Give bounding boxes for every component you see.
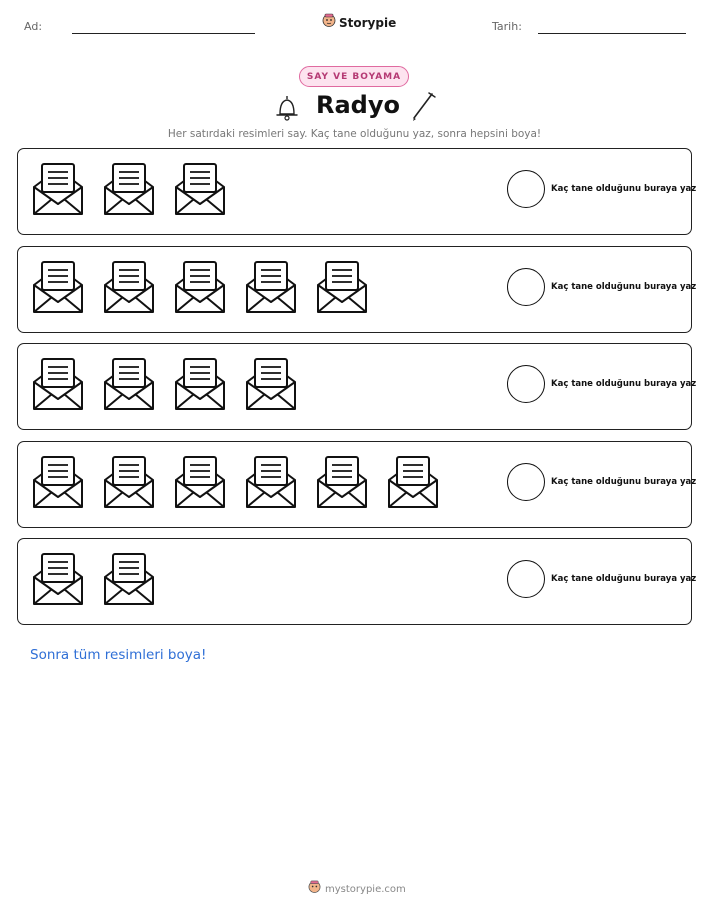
- answer-label: Kaç tane olduğunu buraya yaz: [551, 379, 697, 389]
- answer-label: Kaç tane olduğunu buraya yaz: [551, 574, 697, 584]
- name-line[interactable]: [72, 33, 255, 34]
- envelope-icon[interactable]: [172, 161, 228, 217]
- answer-label: Kaç tane olduğunu buraya yaz: [551, 476, 697, 487]
- instruction-text: Her satırdaki resimleri say. Kaç tane olduğunu yaz, sonra hepsini boya!: [167, 128, 542, 140]
- footer-url: mystorypie.com: [325, 883, 406, 895]
- pencil-icon: [410, 90, 438, 127]
- storypie-mascot-icon: [308, 880, 321, 898]
- answer-circle[interactable]: [507, 268, 545, 306]
- envelope-icon[interactable]: [30, 161, 86, 217]
- brand-logo: [322, 13, 396, 32]
- answer-circle[interactable]: [507, 170, 545, 208]
- envelope-icon[interactable]: [101, 454, 157, 510]
- answer-circle[interactable]: [507, 560, 545, 598]
- envelope-icon[interactable]: [101, 259, 157, 315]
- counting-row: [17, 538, 697, 625]
- envelope-icon[interactable]: [172, 259, 228, 315]
- answer-label: Kaç tane olduğunu buraya yaz: [551, 281, 697, 292]
- counting-row: [17, 246, 697, 333]
- date-line[interactable]: [538, 33, 686, 34]
- envelope-icon[interactable]: [30, 551, 86, 607]
- bell-icon: [272, 92, 302, 127]
- envelope-icon[interactable]: [101, 356, 157, 412]
- name-label: Ad:: [24, 20, 43, 33]
- answer-label: Kaç tane olduğunu buraya yaz: [551, 184, 697, 194]
- envelope-icon[interactable]: [243, 259, 299, 315]
- counting-row: [17, 441, 697, 528]
- title-row: [0, 88, 709, 124]
- page-title: Radyo: [316, 91, 400, 119]
- envelope-icon[interactable]: [172, 356, 228, 412]
- envelope-icon[interactable]: [314, 259, 370, 315]
- envelope-icon[interactable]: [101, 551, 157, 607]
- storypie-mascot-icon: [322, 13, 336, 32]
- coloring-note: Sonra tüm resimleri boya!: [30, 647, 207, 663]
- footer-brand: [308, 880, 406, 898]
- answer-circle[interactable]: [507, 463, 545, 501]
- counting-row: [17, 343, 697, 430]
- activity-badge: SAY VE BOYAMA: [299, 66, 409, 87]
- brand-name: Storypie: [339, 15, 397, 30]
- envelope-icon[interactable]: [172, 454, 228, 510]
- envelope-icon[interactable]: [314, 454, 370, 510]
- envelope-icon[interactable]: [101, 161, 157, 217]
- counting-row: [17, 148, 697, 235]
- envelope-icon[interactable]: [30, 454, 86, 510]
- date-label: Tarih:: [492, 20, 522, 33]
- answer-circle[interactable]: [507, 365, 545, 403]
- envelope-icon[interactable]: [385, 454, 441, 510]
- envelope-icon[interactable]: [30, 356, 86, 412]
- envelope-icon[interactable]: [243, 454, 299, 510]
- envelope-icon[interactable]: [30, 259, 86, 315]
- envelope-icon[interactable]: [243, 356, 299, 412]
